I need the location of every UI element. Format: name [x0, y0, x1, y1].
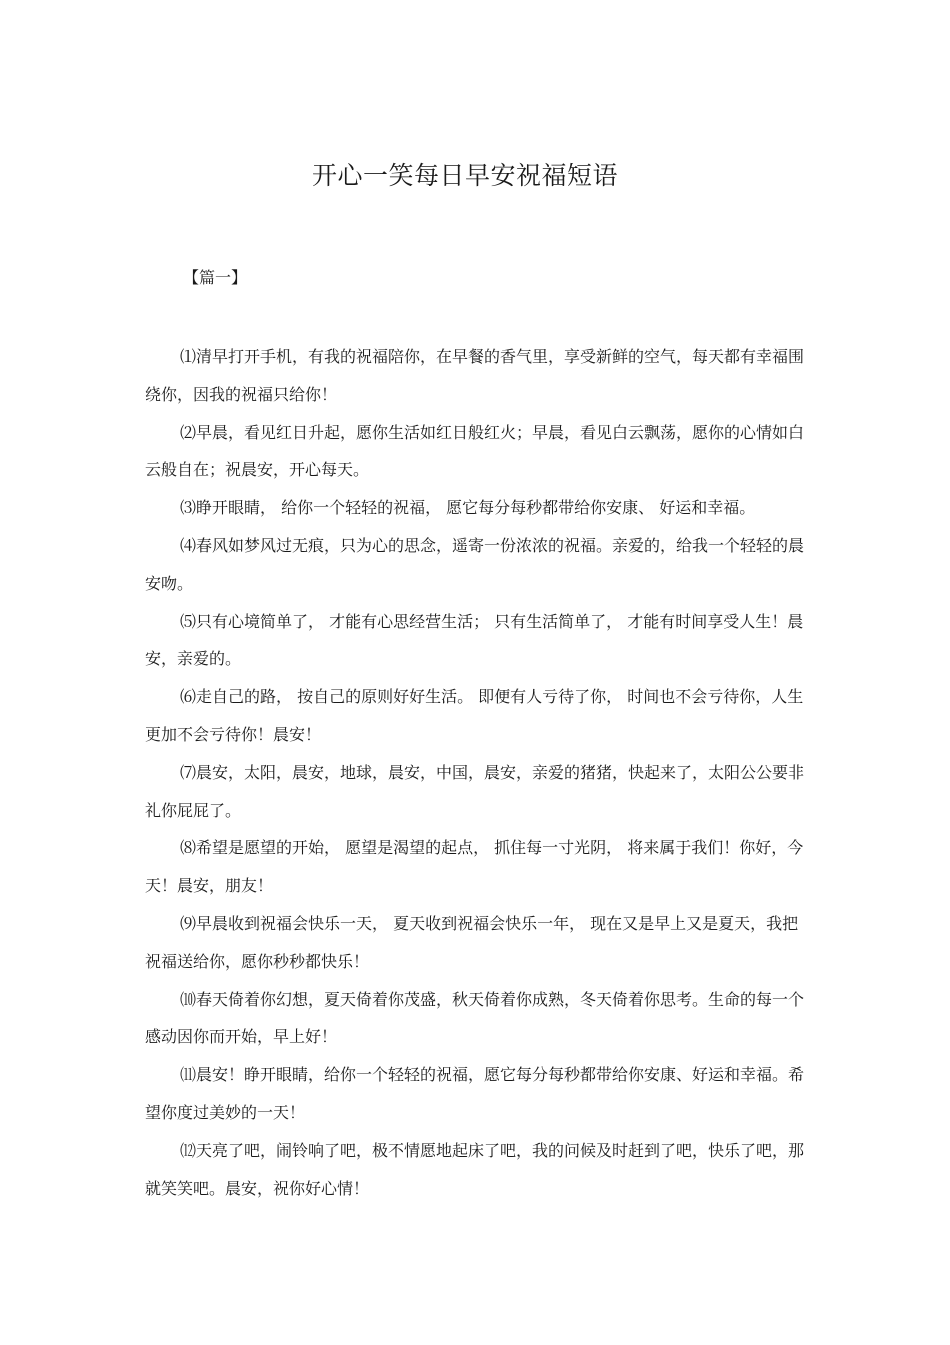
greeting-entry: ⑻希望是愿望的开始， 愿望是渴望的起点， 抓住每一寸光阴， 将来属于我们！你好，今天！晨安，朋友！ [145, 838, 804, 896]
greeting-entry: ⑶睁开眼睛， 给你一个轻轻的祝福， 愿它每分每秒都带给你安康、 好运和幸福。 [180, 498, 756, 518]
greeting-entry: ⑸只有心境简单了， 才能有心思经营生活； 只有生活简单了， 才能有时间享受人生！晨安，亲爱的。 [145, 611, 804, 669]
section-label: 【篇一】 [183, 268, 248, 287]
greeting-entry: ⑷春风如梦风过无痕，只为心的思念，遥寄一份浓浓的祝福。亲爱的，给我一个轻轻的晨安吻。 [145, 535, 805, 593]
document-title: 开心一笑每日早安祝福短语 [311, 161, 618, 190]
greeting-entry: ⑴清早打开手机，有我的祝福陪你，在早餐的香气里，享受新鲜的空气，每天都有幸福围绕你，因我的祝福只给你！ [145, 347, 805, 404]
greeting-entry: ⑾晨安！睁开眼睛，给你一个轻轻的祝福，愿它每分每秒都带给你安康、好运和幸福。希望你度过美妙的一天！ [145, 1065, 805, 1122]
greeting-entry: ⑿天亮了吧，闹铃响了吧，极不情愿地起床了吧，我的问候及时赶到了吧，快乐了吧，那就笑笑吧。晨安，祝你好心情！ [145, 1140, 805, 1198]
greeting-entry: ⑼早晨收到祝福会快乐一天， 夏天收到祝福会快乐一年， 现在又是早上又是夏天，我把祝福送给你，愿你秒秒都快乐！ [145, 913, 799, 971]
greeting-entry: ⑹走自己的路， 按自己的原则好好生活。 即便有人亏待了你， 时间也不会亏待你，人生更加不会亏待你！晨安！ [145, 687, 804, 744]
greeting-entry: ⑺晨安，太阳，晨安，地球，晨安，中国，晨安，亲爱的猪猪，快起来了，太阳公公要非礼你屁屁了。 [145, 762, 805, 820]
greeting-entry: ⑽春天倚着你幻想，夏天倚着你茂盛，秋天倚着你成熟，冬天倚着你思考。生命的每一个感动因你而开始，早上好！ [145, 989, 805, 1047]
greeting-list [145, 338, 805, 1207]
greeting-entry: ⑵早晨，看见红日升起，愿你生活如红日般红火；早晨，看见白云飘荡，愿你的心情如白云般自在；祝晨安，开心每天。 [145, 422, 805, 480]
